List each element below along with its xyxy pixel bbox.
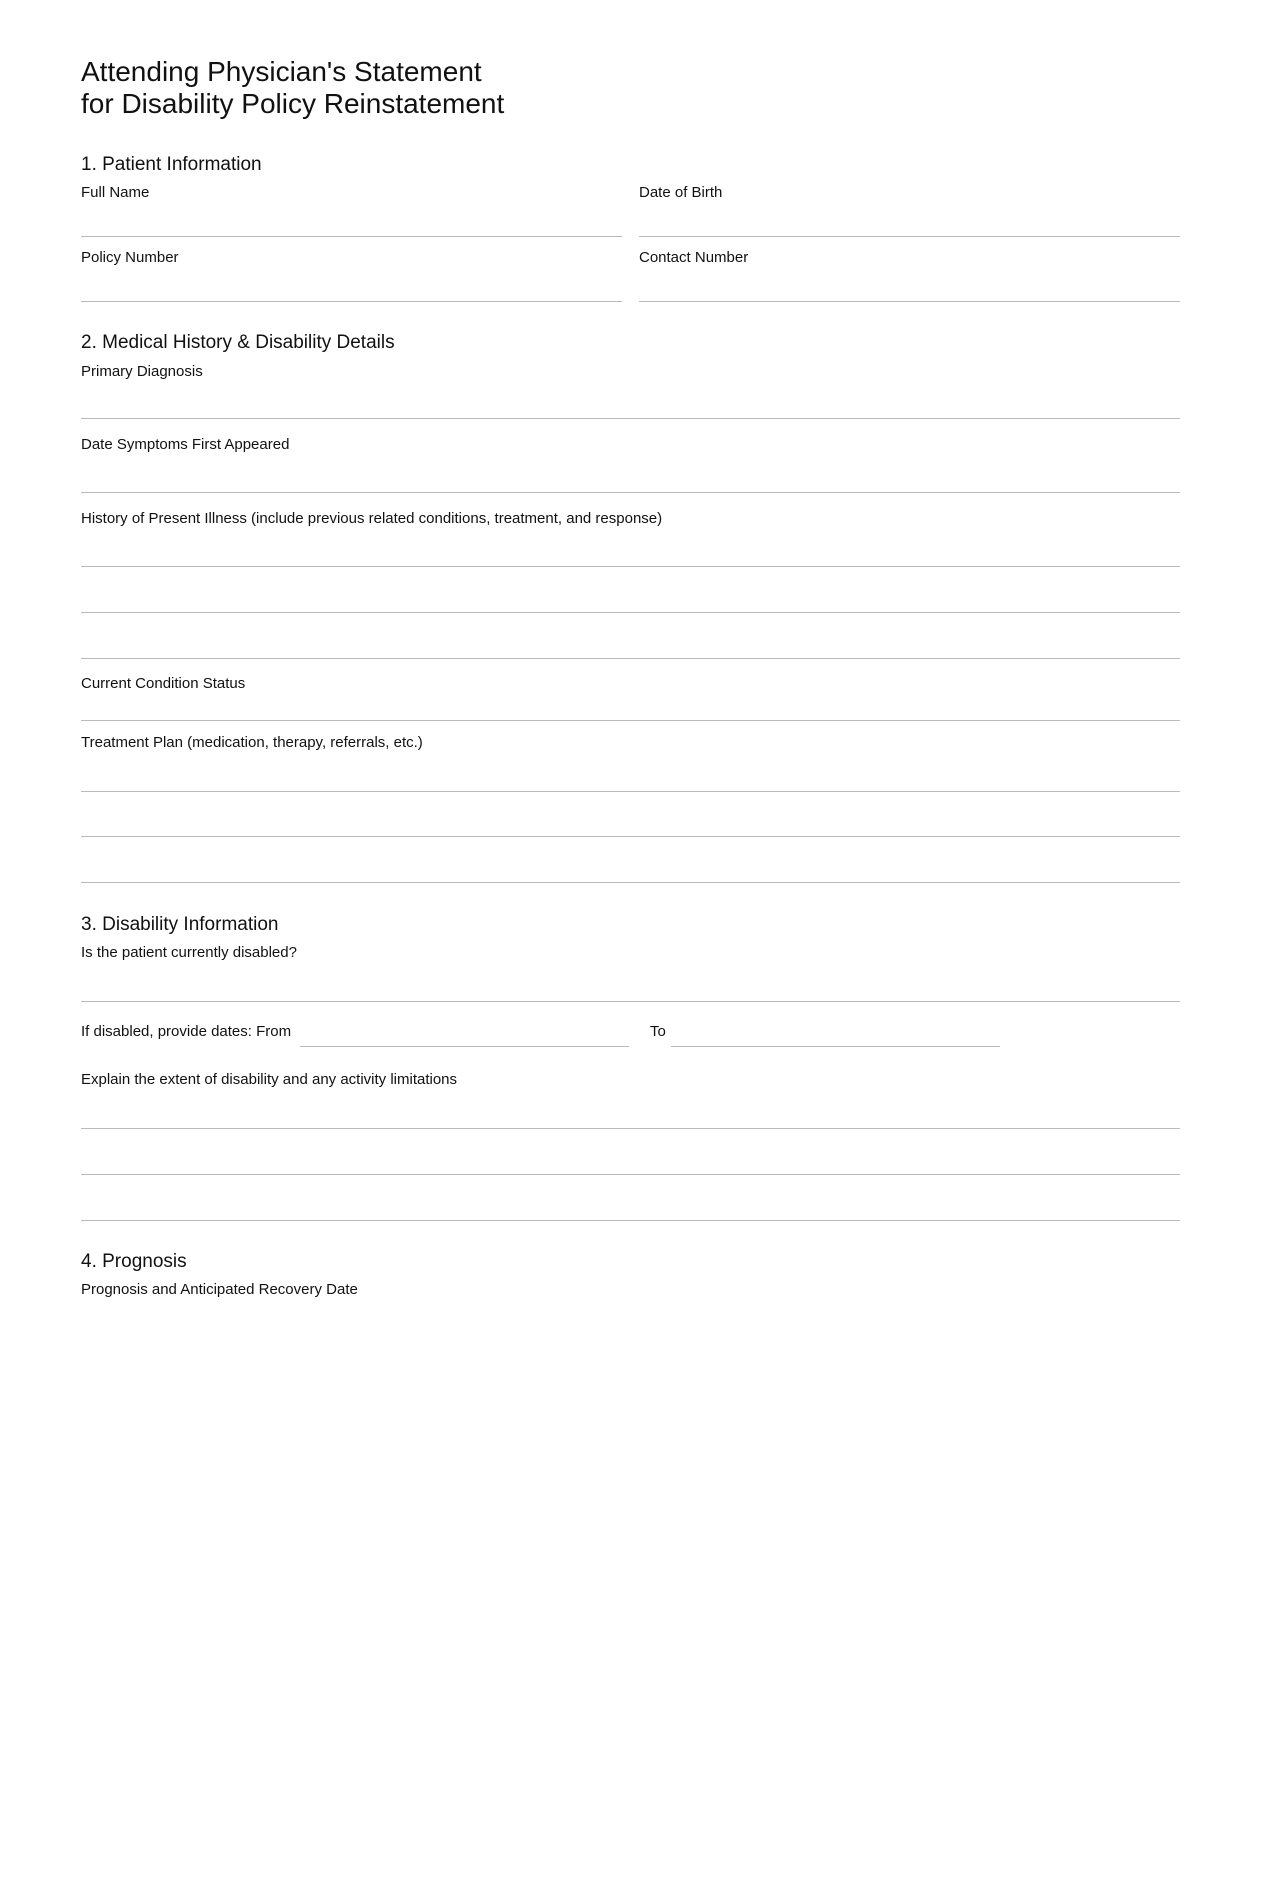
history-field-line-3[interactable]	[81, 658, 1180, 659]
symptoms-date-label: Date Symptoms First Appeared	[81, 436, 290, 453]
date-of-birth-field[interactable]	[639, 236, 1180, 237]
disabled-to-label: To	[650, 1023, 666, 1040]
form-title-line-1: Attending Physician's Statement	[81, 56, 482, 87]
primary-diagnosis-label: Primary Diagnosis	[81, 363, 203, 380]
history-field-line-1[interactable]	[81, 566, 1180, 567]
date-of-birth-label: Date of Birth	[639, 184, 723, 201]
section-3-heading: 3. Disability Information	[81, 914, 279, 935]
disabled-to-field[interactable]	[671, 1046, 1000, 1047]
full-name-field[interactable]	[81, 236, 622, 237]
history-label: History of Present Illness (include previous related conditions, treatment, and response)	[81, 510, 663, 527]
full-name-label: Full Name	[81, 184, 150, 201]
disability-extent-field-line-2[interactable]	[81, 1174, 1180, 1175]
condition-status-field[interactable]	[81, 720, 1180, 721]
treatment-plan-field-line-1[interactable]	[81, 791, 1180, 792]
contact-number-label: Contact Number	[639, 249, 749, 266]
section-2-heading: 2. Medical History & Disability Details	[81, 332, 395, 353]
disabled-from-label: If disabled, provide dates: From	[81, 1023, 292, 1040]
currently-disabled-label: Is the patient currently disabled?	[81, 944, 297, 961]
treatment-plan-label: Treatment Plan (medication, therapy, referrals, etc.)	[81, 734, 423, 751]
disabled-from-field[interactable]	[300, 1046, 629, 1047]
currently-disabled-field[interactable]	[81, 1001, 1180, 1002]
treatment-plan-field-line-3[interactable]	[81, 882, 1180, 883]
form-title	[81, 56, 504, 120]
prognosis-label: Prognosis and Anticipated Recovery Date	[81, 1281, 358, 1297]
history-field-line-2[interactable]	[81, 612, 1180, 613]
primary-diagnosis-field[interactable]	[81, 418, 1180, 419]
form-title-line-2: for Disability Policy Reinstatement	[81, 88, 505, 119]
symptoms-date-field[interactable]	[81, 492, 1180, 493]
disability-extent-field-line-1[interactable]	[81, 1128, 1180, 1129]
policy-number-label: Policy Number	[81, 249, 179, 266]
disability-extent-field-line-3[interactable]	[81, 1220, 1180, 1221]
section-4-heading: 4. Prognosis	[81, 1251, 187, 1272]
policy-number-field[interactable]	[81, 301, 622, 302]
treatment-plan-field-line-2[interactable]	[81, 836, 1180, 837]
disability-extent-label: Explain the extent of disability and any activity limitations	[81, 1071, 458, 1088]
section-1-heading: 1. Patient Information	[81, 154, 262, 175]
condition-status-label: Current Condition Status	[81, 675, 246, 692]
contact-number-field[interactable]	[639, 301, 1180, 302]
